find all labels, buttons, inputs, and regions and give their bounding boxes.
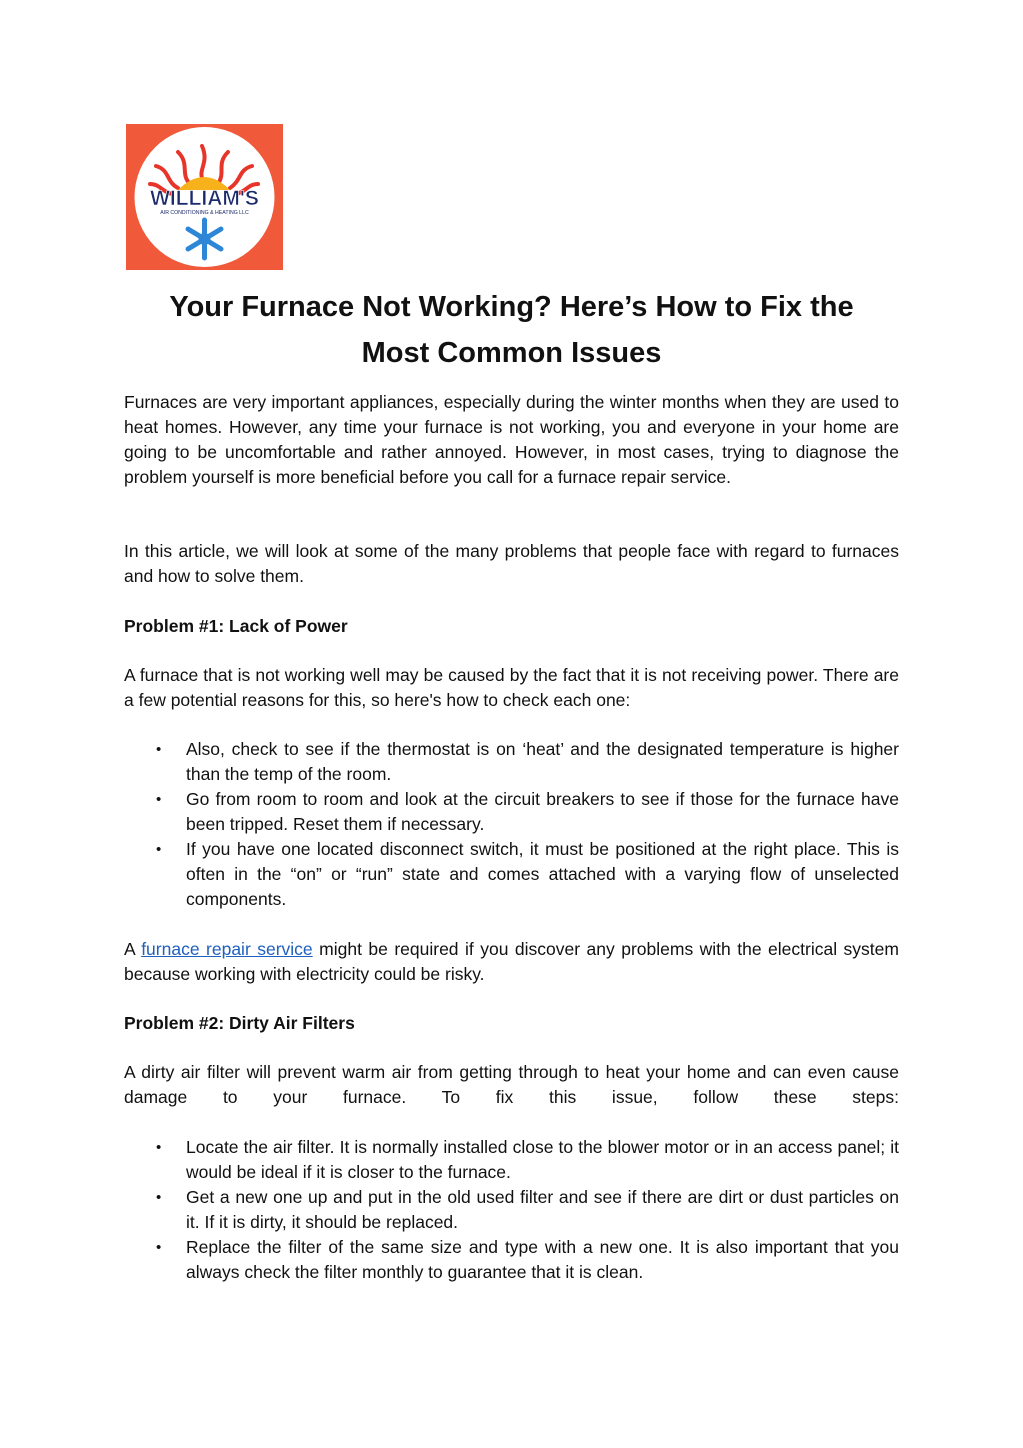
bullet-glyph: • [156, 791, 162, 808]
problem-1-paragraph: A furnace that is not working well may be caused by the fact that it is not receiving power. There are a few potential reasons for this, so here's how to check each one: [124, 665, 899, 710]
note-suffix: might be required if you discover any problems with the electrical system because working with electricity could be risky. [124, 939, 899, 984]
article-intro-paragraph: In this article, we will look at some of the many problems that people face with regard to furnaces and how to solve them. [124, 541, 899, 586]
furnace-repair-service-link[interactable]: furnace repair service [141, 939, 313, 959]
list-item-text: Replace the filter of the same size and type with a new one. It is also important that you always check the filter monthly to guarantee that it is clean. [186, 1237, 899, 1282]
list-item [124, 737, 899, 787]
problem-2-bullet-list [124, 1135, 899, 1285]
logo-brand-text: WILLIAM'S [150, 187, 259, 210]
list-item [124, 1135, 899, 1185]
list-item-text: Also, check to see if the thermostat is on ‘heat’ and the designated temperature is higher than the temp of the room. [186, 739, 899, 784]
list-item [124, 787, 899, 837]
problem-2-paragraph: A dirty air filter will prevent warm air from getting through to heat your home and can even cause damage to your furnace. To fix this issue, follow these steps: [124, 1062, 899, 1107]
list-item-text: If you have one located disconnect switch, it must be positioned at the right place. This is often in the “on” or “run” state and comes attached with a varying flow of unselected components. [186, 839, 899, 909]
list-item [124, 837, 899, 912]
bullet-glyph: • [156, 841, 162, 858]
bullet-glyph: • [156, 1239, 162, 1256]
bullet-glyph: • [156, 1189, 162, 1206]
company-logo [126, 124, 283, 270]
list-item-text: Locate the air filter. It is normally installed close to the blower motor or in an access panel; it would be ideal if it is closer to the furnace. [186, 1137, 899, 1182]
title-line-2: Most Common Issues [361, 337, 662, 369]
bullet-glyph: • [156, 741, 162, 758]
list-item-text: Go from room to room and look at the circuit breakers to see if those for the furnace have been tripped. Reset them if necessary. [186, 789, 899, 834]
title-line-1: Your Furnace Not Working? Here’s How to Fix the [169, 291, 854, 323]
article-title [124, 284, 899, 376]
bullet-glyph: • [156, 1139, 162, 1156]
list-item [124, 1235, 899, 1285]
problem-1-note-paragraph [124, 937, 899, 987]
list-item [124, 1185, 899, 1235]
problem-1-bullet-list [124, 737, 899, 912]
note-prefix: A [124, 939, 142, 959]
logo-tagline-text: AIR CONDITIONING & HEATING LLC [160, 210, 249, 216]
intro-paragraph: Furnaces are very important appliances, especially during the winter months when they are used to heat homes. However, any time your furnace is not working, you and everyone in your home are going to be uncomfortable and rather annoyed. However, in most cases, trying to diagnose the problem yourself is more beneficial before you call for a furnace repair service. [124, 392, 899, 487]
list-item-text: Get a new one up and put in the old used filter and see if there are dirt or dust particles on it. If it is dirty, it should be replaced. [186, 1187, 899, 1232]
problem-1-heading: Problem #1: Lack of Power [124, 616, 348, 636]
problem-2-heading: Problem #2: Dirty Air Filters [124, 1013, 355, 1033]
